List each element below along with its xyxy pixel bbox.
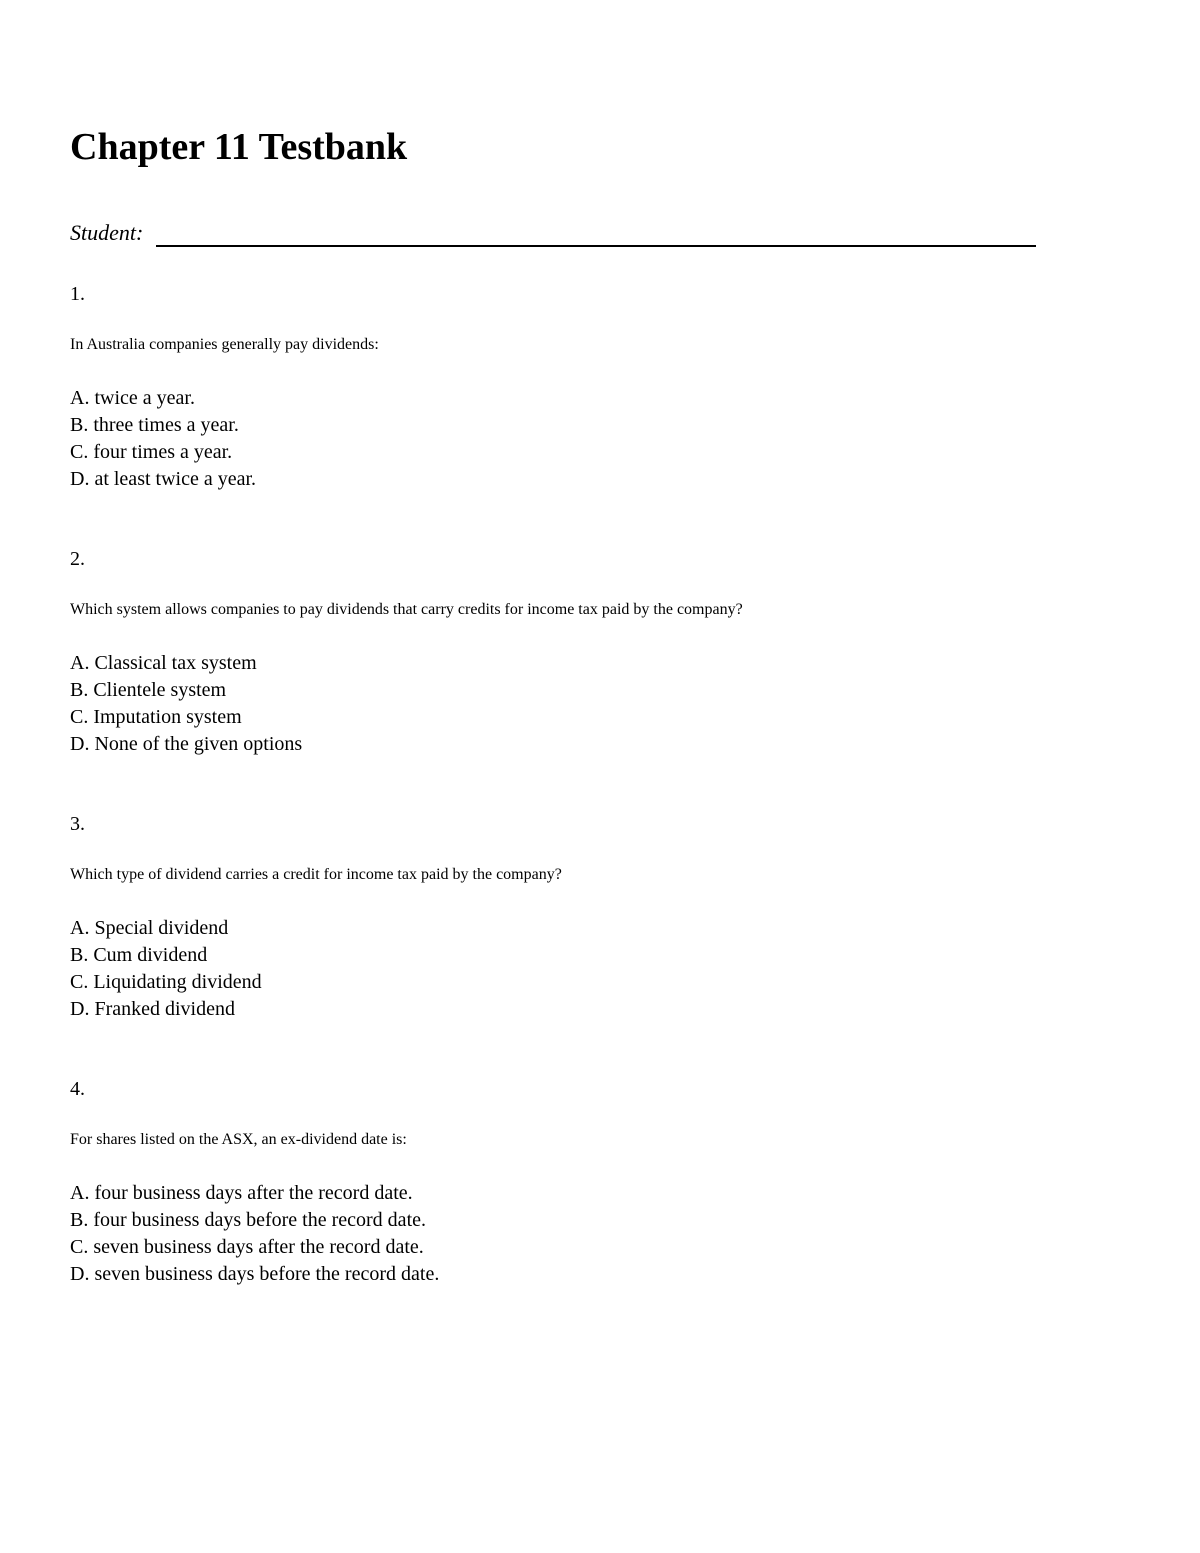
answer-options [70,915,1070,1023]
answer-option-a: A. four business days after the record date. [70,1182,413,1204]
answer-options [70,385,1070,493]
question-number: 2. [70,548,85,570]
question-3 [70,811,1070,1039]
student-field [70,218,1036,250]
answer-option-b: B. Cum dividend [70,944,208,966]
question-number: 1. [70,283,85,305]
answer-option-d: D. None of the given options [70,733,303,755]
question-stem: Which system allows companies to pay dividends that carry credits for income tax paid by the company? [70,601,743,618]
answer-option-a: A. twice a year. [70,387,195,409]
question-number: 4. [70,1078,85,1100]
question-stem: Which type of dividend carries a credit for income tax paid by the company? [70,866,562,883]
answer-option-a: A. Special dividend [70,917,229,939]
answer-option-c: C. Imputation system [70,706,242,728]
question-stem: In Australia companies generally pay dividends: [70,336,379,353]
question-1 [70,281,1070,509]
answer-option-c: C. four times a year. [70,441,233,463]
page-title: Chapter 11 Testbank [70,126,408,168]
answer-option-c: C. seven business days after the record date. [70,1236,424,1258]
student-name-line [156,245,1036,247]
answer-option-b: B. three times a year. [70,414,239,436]
answer-options [70,1180,1070,1288]
answer-option-b: B. Clientele system [70,679,227,701]
question-stem: For shares listed on the ASX, an ex-dividend date is: [70,1131,407,1148]
question-2 [70,546,1070,774]
answer-option-a: A. Classical tax system [70,652,257,674]
answer-options [70,650,1070,758]
answer-option-d: D. seven business days before the record date. [70,1263,440,1285]
answer-option-d: D. at least twice a year. [70,468,257,490]
question-4 [70,1076,1070,1304]
answer-option-b: B. four business days before the record date. [70,1209,426,1231]
answer-option-c: C. Liquidating dividend [70,971,262,993]
student-label: Student: [70,220,144,245]
answer-option-d: D. Franked dividend [70,998,235,1020]
question-number: 3. [70,813,85,835]
